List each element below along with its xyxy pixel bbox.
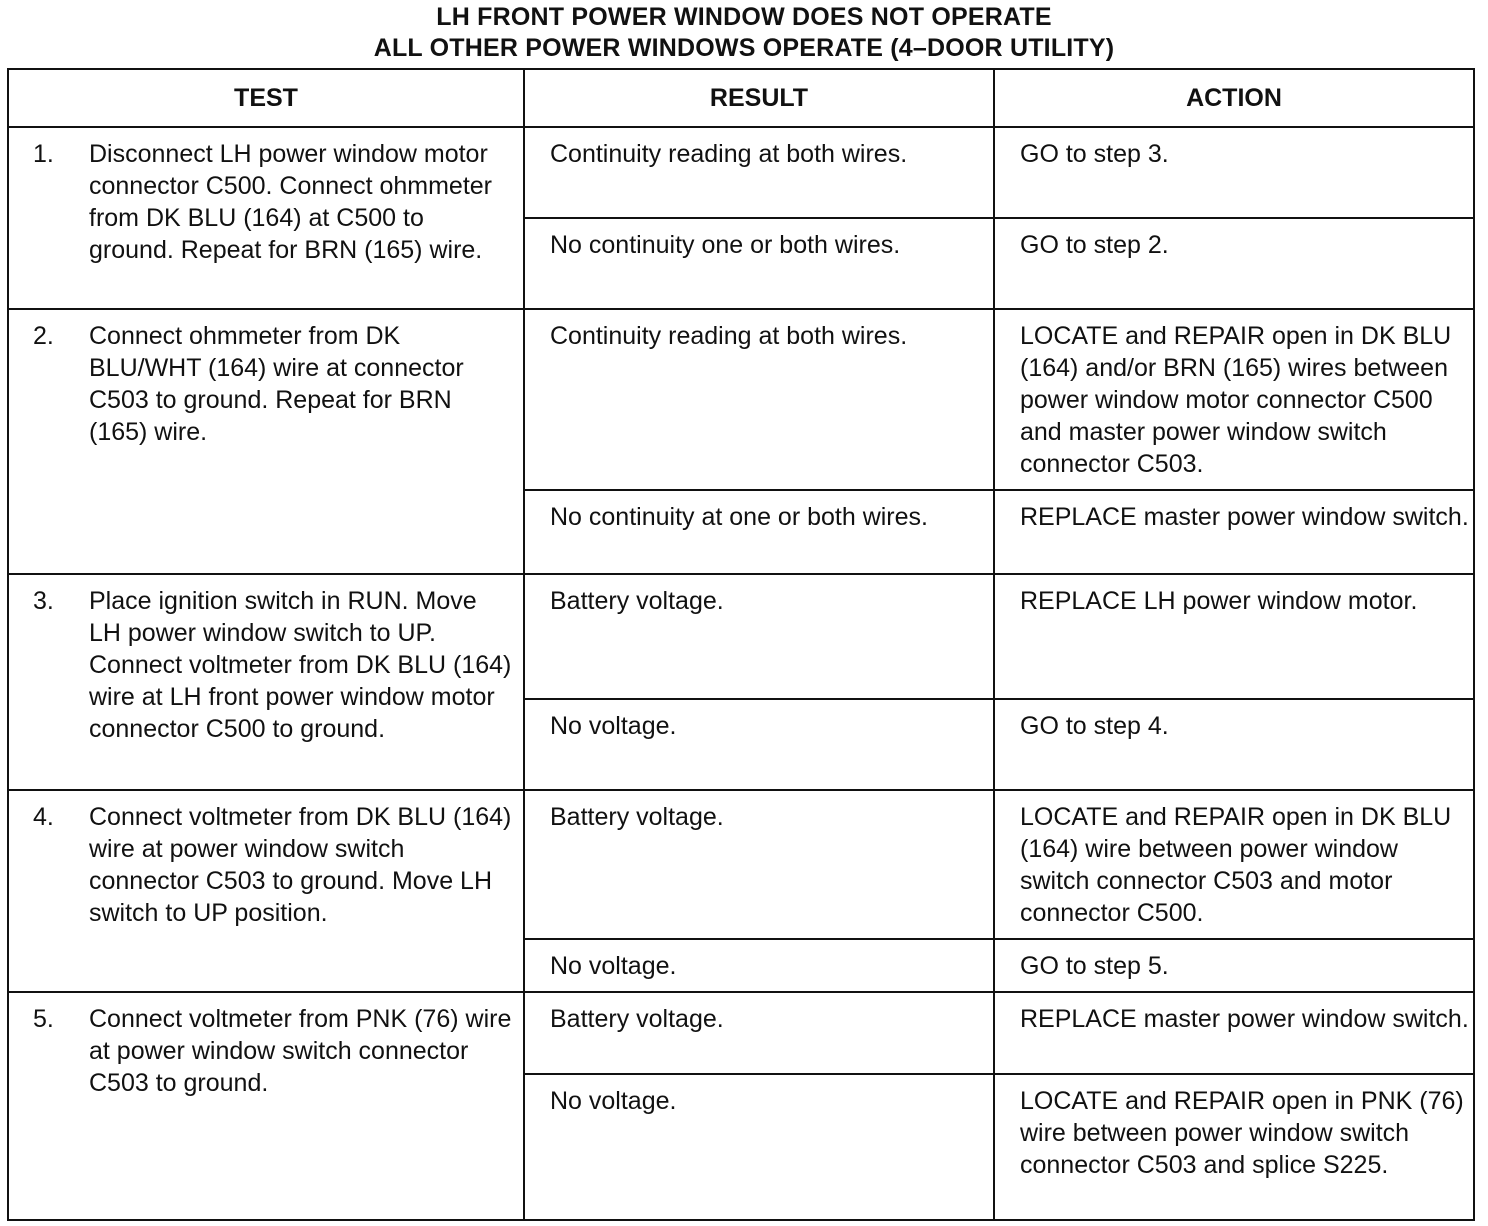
test-cell-step-3 — [8, 574, 524, 790]
result-cell: Continuity reading at both wires. — [524, 309, 994, 490]
result-cell: No voltage. — [524, 699, 994, 790]
action-cell: LOCATE and REPAIR open in PNK (76) wire between power window switch connector C503 and splice S225. — [994, 1074, 1474, 1220]
header-row — [8, 69, 1474, 127]
step-number: 3. — [33, 587, 54, 615]
page-title-line-1: LH FRONT POWER WINDOW DOES NOT OPERATE — [436, 3, 1052, 31]
test-text: Connect ohmmeter from DK BLU/WHT (164) wire at connector C503 to ground. Repeat for BRN (165) wire. — [89, 322, 464, 446]
result-cell: No voltage. — [524, 939, 994, 992]
action-cell: GO to step 2. — [994, 218, 1474, 309]
result-cell: No continuity at one or both wires. — [524, 490, 994, 574]
result-cell: Battery voltage. — [524, 574, 994, 699]
action-cell: REPLACE LH power window motor. — [994, 574, 1474, 699]
test-text: Connect voltmeter from PNK (76) wire at power window switch connector C503 to ground. — [89, 1005, 512, 1097]
action-cell: REPLACE master power window switch. — [994, 992, 1474, 1074]
result-cell: Battery voltage. — [524, 790, 994, 939]
result-cell: No voltage. — [524, 1074, 994, 1220]
test-cell-step-1 — [8, 127, 524, 309]
step-number: 2. — [33, 322, 54, 350]
table-row — [8, 790, 1474, 939]
diagnostic-table — [7, 68, 1475, 1221]
test-cell-step-5 — [8, 992, 524, 1220]
table-row — [8, 574, 1474, 699]
result-cell: No continuity one or both wires. — [524, 218, 994, 309]
action-cell: LOCATE and REPAIR open in DK BLU (164) and/or BRN (165) wires between power window motor connector C500 and master power window switch connector C503. — [994, 309, 1474, 490]
table-row — [8, 127, 1474, 218]
action-cell: GO to step 4. — [994, 699, 1474, 790]
table-row — [8, 309, 1474, 490]
test-cell-step-2 — [8, 309, 524, 574]
step-number: 1. — [33, 140, 54, 168]
step-number: 5. — [33, 1005, 54, 1033]
header-result: RESULT — [524, 69, 994, 127]
test-cell-step-4 — [8, 790, 524, 992]
action-cell: LOCATE and REPAIR open in DK BLU (164) wire between power window switch connector C503 and motor connector C500. — [994, 790, 1474, 939]
test-text: Place ignition switch in RUN. Move LH power window switch to UP. Connect voltmeter from DK BLU (164) wire at LH front power window motor connector C500 to ground. — [89, 587, 512, 743]
header-test: TEST — [8, 69, 524, 127]
test-text: Disconnect LH power window motor connector C500. Connect ohmmeter from DK BLU (164) at C500 to ground. Repeat for BRN (165) wire. — [89, 140, 492, 264]
test-text: Connect voltmeter from DK BLU (164) wire at power window switch connector C503 to ground. Move LH switch to UP position. — [89, 803, 512, 927]
step-number: 4. — [33, 803, 54, 831]
header-action: ACTION — [994, 69, 1474, 127]
action-cell: GO to step 5. — [994, 939, 1474, 992]
page-title-line-2: ALL OTHER POWER WINDOWS OPERATE (4–DOOR UTILITY) — [373, 34, 1115, 62]
result-cell: Battery voltage. — [524, 992, 994, 1074]
result-cell: Continuity reading at both wires. — [524, 127, 994, 218]
action-cell: REPLACE master power window switch. — [994, 490, 1474, 574]
action-cell: GO to step 3. — [994, 127, 1474, 218]
table-row — [8, 992, 1474, 1074]
